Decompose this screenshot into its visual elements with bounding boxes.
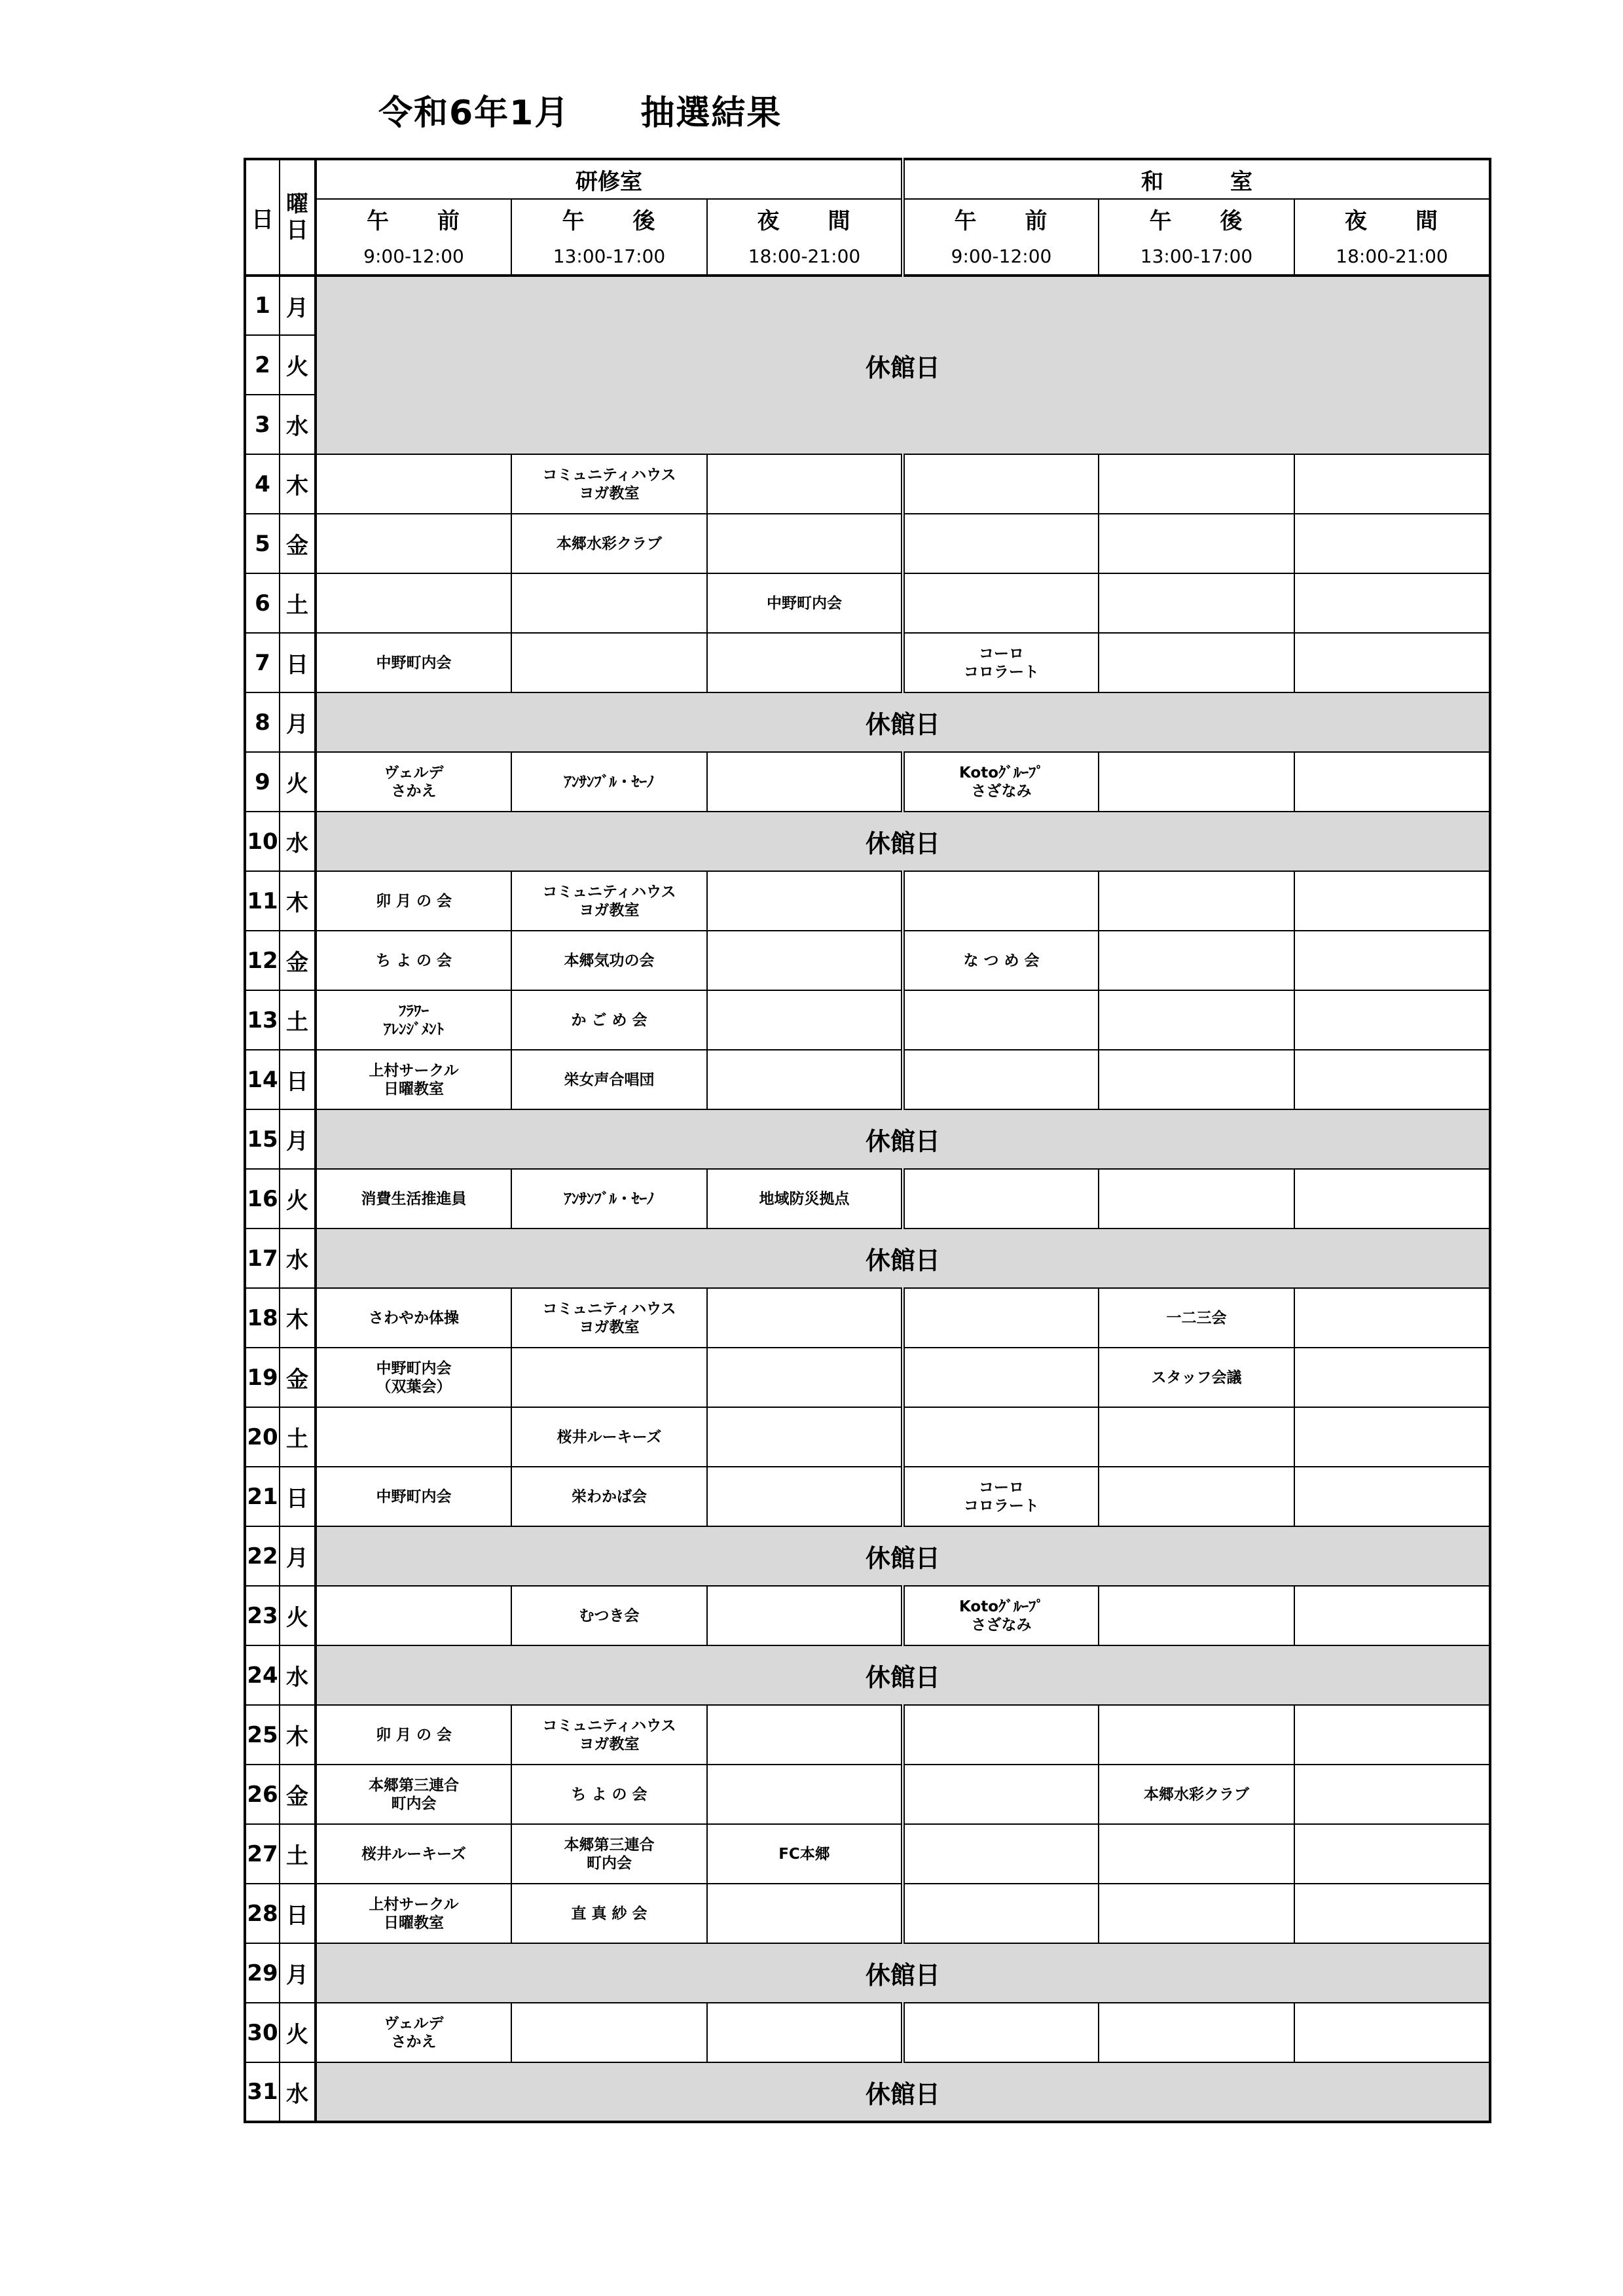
booking-cell <box>511 454 707 514</box>
booking-cell <box>316 1824 511 1884</box>
booking-cell <box>316 1288 511 1348</box>
empty-slot-cell <box>903 1884 1099 1943</box>
booking-cell <box>707 573 903 633</box>
day-number: 11 <box>245 871 280 931</box>
empty-slot-cell <box>707 752 903 812</box>
table-row <box>245 1229 1490 1288</box>
slot-time: 18:00-21:00 <box>1294 238 1490 276</box>
booking-group-name: 上村サークル <box>369 1895 459 1913</box>
weekday: 日 <box>280 1050 316 1109</box>
weekday: 日 <box>280 633 316 692</box>
slot-time: 18:00-21:00 <box>707 238 903 276</box>
day-number: 31 <box>245 2062 280 2122</box>
day-number: 17 <box>245 1229 280 1288</box>
booking-cell <box>316 752 511 812</box>
booking-cell <box>511 1407 707 1467</box>
booking-group-name: FC本郷 <box>778 1845 830 1863</box>
table-row <box>245 812 1490 871</box>
table-row <box>245 1705 1490 1765</box>
closed-day-cell: 休館日 <box>316 276 1490 454</box>
slot-header: 午 後 <box>511 199 707 238</box>
day-number: 10 <box>245 812 280 871</box>
booking-group-name: ヨガ教室 <box>579 901 640 919</box>
booking-group-name: さざなみ <box>971 1616 1032 1634</box>
room-header-japanese: 和 室 <box>903 159 1490 199</box>
booking-group-name: コミュニティハウス <box>542 1717 676 1734</box>
table-row <box>245 1407 1490 1467</box>
empty-slot-cell <box>707 931 903 990</box>
booking-cell <box>1099 1348 1294 1407</box>
empty-slot-cell <box>1099 1467 1294 1526</box>
closed-day-cell: 休館日 <box>316 812 1490 871</box>
booking-group-name: コーロ <box>979 645 1024 662</box>
empty-slot-cell <box>1294 1348 1490 1407</box>
booking-cell <box>316 1765 511 1824</box>
empty-slot-cell <box>707 1050 903 1109</box>
day-number: 4 <box>245 454 280 514</box>
booking-group-name: Kotoｸﾞﾙｰﾌﾟ <box>958 1598 1044 1615</box>
booking-group-name: 本郷水彩クラブ <box>556 535 662 552</box>
empty-slot-cell <box>707 1765 903 1824</box>
booking-group-name: 町内会 <box>391 1795 437 1812</box>
empty-slot-cell <box>1294 1765 1490 1824</box>
weekday: 水 <box>280 812 316 871</box>
table-row <box>245 2062 1490 2122</box>
closed-day-cell: 休館日 <box>316 692 1490 752</box>
booking-group-name: 中野町内会 <box>767 594 842 612</box>
empty-slot-cell <box>1099 1407 1294 1467</box>
empty-slot-cell <box>707 514 903 573</box>
table-row <box>245 633 1490 692</box>
closed-day-cell: 休館日 <box>316 1109 1490 1169</box>
empty-slot-cell <box>1294 454 1490 514</box>
empty-slot-cell <box>707 1348 903 1407</box>
table-row <box>245 931 1490 990</box>
slot-header: 午 前 <box>903 199 1099 238</box>
booking-group-name: コミュニティハウス <box>542 883 676 901</box>
weekday: 水 <box>280 395 316 454</box>
empty-slot-cell <box>1294 633 1490 692</box>
slot-header: 午 後 <box>1099 199 1294 238</box>
schedule-body <box>245 276 1490 2122</box>
empty-slot-cell <box>1099 1824 1294 1884</box>
weekday: 土 <box>280 990 316 1050</box>
empty-slot-cell <box>511 633 707 692</box>
day-column-header: 日 <box>245 159 280 276</box>
lottery-results-table <box>244 158 1491 2123</box>
booking-cell <box>316 633 511 692</box>
day-number: 15 <box>245 1109 280 1169</box>
empty-slot-cell <box>707 1586 903 1645</box>
booking-group-name: Kotoｸﾞﾙｰﾌﾟ <box>958 764 1044 781</box>
empty-slot-cell <box>316 573 511 633</box>
booking-cell <box>316 871 511 931</box>
booking-group-name: か ご め 会 <box>571 1011 647 1029</box>
empty-slot-cell <box>1099 931 1294 990</box>
booking-cell <box>707 1824 903 1884</box>
empty-slot-cell <box>1294 514 1490 573</box>
empty-slot-cell <box>1294 871 1490 931</box>
empty-slot-cell <box>707 1705 903 1765</box>
slot-time: 13:00-17:00 <box>511 238 707 276</box>
empty-slot-cell <box>903 1824 1099 1884</box>
slot-header: 午 前 <box>316 199 511 238</box>
empty-slot-cell <box>1294 1467 1490 1526</box>
empty-slot-cell <box>511 573 707 633</box>
table-row <box>245 573 1490 633</box>
booking-cell <box>511 1169 707 1229</box>
booking-cell <box>903 1586 1099 1645</box>
room-header-training: 研修室 <box>316 159 903 199</box>
day-number: 8 <box>245 692 280 752</box>
booking-group-name: 栄女声合唱団 <box>564 1071 655 1088</box>
booking-cell <box>316 1169 511 1229</box>
empty-slot-cell <box>1294 1705 1490 1765</box>
empty-slot-cell <box>903 1050 1099 1109</box>
empty-slot-cell <box>707 871 903 931</box>
empty-slot-cell <box>903 1169 1099 1229</box>
booking-cell <box>511 1288 707 1348</box>
day-number: 13 <box>245 990 280 1050</box>
table-row <box>245 1884 1490 1943</box>
slot-time: 9:00-12:00 <box>316 238 511 276</box>
day-number: 12 <box>245 931 280 990</box>
booking-group-name: 消費生活推進員 <box>361 1190 467 1208</box>
day-number: 3 <box>245 395 280 454</box>
booking-group-name: 町内会 <box>587 1854 632 1872</box>
booking-group-name: さざなみ <box>971 782 1032 800</box>
empty-slot-cell <box>1099 573 1294 633</box>
empty-slot-cell <box>707 1407 903 1467</box>
booking-cell <box>511 1824 707 1884</box>
booking-group-name: 卯 月 の 会 <box>375 1726 452 1744</box>
booking-cell <box>511 1586 707 1645</box>
table-row <box>245 990 1490 1050</box>
empty-slot-cell <box>707 633 903 692</box>
booking-cell <box>316 1348 511 1407</box>
weekday: 木 <box>280 454 316 514</box>
weekday-column-header <box>280 159 316 276</box>
booking-group-name: スタッフ会議 <box>1151 1369 1242 1386</box>
weekday: 月 <box>280 692 316 752</box>
weekday-column-header-text: 曜日 <box>286 191 308 243</box>
weekday: 火 <box>280 1586 316 1645</box>
weekday: 火 <box>280 1169 316 1229</box>
empty-slot-cell <box>1099 1705 1294 1765</box>
booking-cell <box>903 1467 1099 1526</box>
slot-time: 9:00-12:00 <box>903 238 1099 276</box>
empty-slot-cell <box>903 514 1099 573</box>
empty-slot-cell <box>1099 1050 1294 1109</box>
day-number: 21 <box>245 1467 280 1526</box>
slot-header: 夜 間 <box>707 199 903 238</box>
day-number: 14 <box>245 1050 280 1109</box>
table-row <box>245 1645 1490 1705</box>
booking-cell <box>511 1467 707 1526</box>
weekday: 日 <box>280 1467 316 1526</box>
empty-slot-cell <box>707 454 903 514</box>
table-row <box>245 1526 1490 1586</box>
weekday: 水 <box>280 1645 316 1705</box>
booking-cell <box>1099 1288 1294 1348</box>
empty-slot-cell <box>707 1884 903 1943</box>
empty-slot-cell <box>707 1467 903 1526</box>
booking-cell <box>316 1467 511 1526</box>
booking-cell <box>511 1765 707 1824</box>
booking-group-name: 本郷気功の会 <box>564 952 655 969</box>
weekday: 木 <box>280 1288 316 1348</box>
day-number: 25 <box>245 1705 280 1765</box>
booking-cell <box>316 1884 511 1943</box>
booking-group-name: 地域防災拠点 <box>759 1190 850 1208</box>
booking-cell <box>903 931 1099 990</box>
closed-day-cell: 休館日 <box>316 1645 1490 1705</box>
empty-slot-cell <box>1294 1884 1490 1943</box>
booking-group-name: コーロ <box>979 1479 1024 1496</box>
empty-slot-cell <box>1099 514 1294 573</box>
booking-cell <box>903 752 1099 812</box>
booking-group-name: ｱﾚﾝｼﾞﾒﾝﾄ <box>384 1020 444 1038</box>
day-number: 2 <box>245 335 280 395</box>
empty-slot-cell <box>903 990 1099 1050</box>
day-number: 23 <box>245 1586 280 1645</box>
day-number: 22 <box>245 1526 280 1586</box>
empty-slot-cell <box>1099 1169 1294 1229</box>
booking-group-name: コロラート <box>964 1497 1039 1515</box>
day-number: 24 <box>245 1645 280 1705</box>
day-number: 1 <box>245 276 280 335</box>
booking-group-name: ち よ の 会 <box>571 1785 647 1803</box>
weekday: 金 <box>280 1765 316 1824</box>
table-row <box>245 1824 1490 1884</box>
empty-slot-cell <box>903 871 1099 931</box>
empty-slot-cell <box>1294 752 1490 812</box>
empty-slot-cell <box>1294 1586 1490 1645</box>
day-number: 16 <box>245 1169 280 1229</box>
booking-cell <box>316 2003 511 2062</box>
booking-group-name: ヨガ教室 <box>579 1735 640 1753</box>
booking-group-name: ヨガ教室 <box>579 1318 640 1336</box>
booking-group-name: 一二三会 <box>1166 1309 1227 1327</box>
weekday: 木 <box>280 1705 316 1765</box>
booking-group-name: ヴェルデ <box>384 2015 444 2032</box>
booking-group-name: むつき会 <box>579 1607 640 1624</box>
empty-slot-cell <box>511 2003 707 2062</box>
booking-group-name: 桜井ルーキーズ <box>361 1845 466 1863</box>
booking-cell <box>511 514 707 573</box>
booking-group-name: 桜井ルーキーズ <box>556 1428 662 1446</box>
booking-group-name: 中野町内会 <box>376 1359 452 1377</box>
day-number: 29 <box>245 1943 280 2003</box>
empty-slot-cell <box>1099 633 1294 692</box>
booking-cell <box>316 1705 511 1765</box>
weekday: 火 <box>280 335 316 395</box>
empty-slot-cell <box>1294 931 1490 990</box>
day-number: 5 <box>245 514 280 573</box>
weekday: 水 <box>280 2062 316 2122</box>
day-number: 18 <box>245 1288 280 1348</box>
empty-slot-cell <box>316 1586 511 1645</box>
empty-slot-cell <box>1099 1884 1294 1943</box>
day-number: 28 <box>245 1884 280 1943</box>
booking-group-name: コミュニティハウス <box>542 466 676 484</box>
booking-cell <box>316 931 511 990</box>
empty-slot-cell <box>1294 1050 1490 1109</box>
booking-cell <box>511 871 707 931</box>
booking-group-name: さわやか体操 <box>369 1309 459 1327</box>
booking-group-name: 上村サークル <box>369 1062 459 1079</box>
booking-group-name: ﾌﾗﾜｰ <box>399 1002 429 1020</box>
empty-slot-cell <box>1294 1407 1490 1467</box>
table-row <box>245 692 1490 752</box>
booking-cell <box>903 633 1099 692</box>
empty-slot-cell <box>1099 2003 1294 2062</box>
booking-group-name: ｱﾝｻﾝﾌﾞﾙ・ｾｰﾉ <box>564 773 655 791</box>
day-number: 9 <box>245 752 280 812</box>
day-number: 30 <box>245 2003 280 2062</box>
empty-slot-cell <box>903 2003 1099 2062</box>
closed-day-cell: 休館日 <box>316 1229 1490 1288</box>
weekday: 火 <box>280 2003 316 2062</box>
booking-group-name: さかえ <box>391 2033 437 2051</box>
weekday: 土 <box>280 573 316 633</box>
closed-day-cell: 休館日 <box>316 1526 1490 1586</box>
booking-group-name: 直 真 紗 会 <box>571 1905 647 1922</box>
weekday: 土 <box>280 1407 316 1467</box>
weekday: 日 <box>280 1884 316 1943</box>
empty-slot-cell <box>316 1407 511 1467</box>
booking-group-name: ヴェルデ <box>384 764 444 781</box>
booking-group-name: 日曜教室 <box>384 1914 444 1931</box>
empty-slot-cell <box>316 514 511 573</box>
day-number: 6 <box>245 573 280 633</box>
booking-cell <box>511 990 707 1050</box>
weekday: 月 <box>280 1943 316 2003</box>
weekday: 水 <box>280 1229 316 1288</box>
table-row <box>245 1943 1490 2003</box>
weekday: 金 <box>280 931 316 990</box>
day-number: 20 <box>245 1407 280 1467</box>
empty-slot-cell <box>1294 1288 1490 1348</box>
booking-group-name: 卯 月 の 会 <box>375 892 452 910</box>
table-row <box>245 514 1490 573</box>
page-title: 令和6年1月 抽選結果 <box>378 94 782 133</box>
closed-day-cell: 休館日 <box>316 1943 1490 2003</box>
empty-slot-cell <box>903 1348 1099 1407</box>
booking-group-name: 日曜教室 <box>384 1080 444 1098</box>
slot-header: 夜 間 <box>1294 199 1490 238</box>
empty-slot-cell <box>1294 1824 1490 1884</box>
booking-group-name: 本郷第三連合 <box>564 1836 655 1854</box>
empty-slot-cell <box>903 1288 1099 1348</box>
table-row <box>245 752 1490 812</box>
booking-group-name: 中野町内会 <box>376 1488 452 1505</box>
table-row <box>245 1109 1490 1169</box>
empty-slot-cell <box>1294 1169 1490 1229</box>
weekday: 月 <box>280 1526 316 1586</box>
table-row <box>245 276 1490 335</box>
empty-slot-cell <box>707 990 903 1050</box>
booking-cell <box>511 752 707 812</box>
empty-slot-cell <box>1099 1586 1294 1645</box>
table-row <box>245 454 1490 514</box>
weekday: 金 <box>280 1348 316 1407</box>
table-row <box>245 1348 1490 1407</box>
empty-slot-cell <box>1099 871 1294 931</box>
booking-group-name: ち よ の 会 <box>375 952 452 969</box>
booking-cell <box>511 1705 707 1765</box>
booking-group-name: 本郷水彩クラブ <box>1144 1785 1249 1803</box>
empty-slot-cell <box>1099 454 1294 514</box>
empty-slot-cell <box>1294 2003 1490 2062</box>
weekday: 月 <box>280 1109 316 1169</box>
day-number: 7 <box>245 633 280 692</box>
day-number: 26 <box>245 1765 280 1824</box>
weekday: 金 <box>280 514 316 573</box>
day-number: 27 <box>245 1824 280 1884</box>
empty-slot-cell <box>1099 990 1294 1050</box>
booking-group-name: な つ め 会 <box>963 952 1040 969</box>
booking-cell <box>511 1884 707 1943</box>
booking-group-name: コロラート <box>964 663 1039 681</box>
table-row <box>245 1467 1490 1526</box>
booking-group-name: 中野町内会 <box>376 654 452 672</box>
empty-slot-cell <box>316 454 511 514</box>
booking-cell <box>316 990 511 1050</box>
empty-slot-cell <box>1294 573 1490 633</box>
booking-cell <box>511 1050 707 1109</box>
empty-slot-cell <box>1294 990 1490 1050</box>
empty-slot-cell <box>903 1765 1099 1824</box>
table-row <box>245 1586 1490 1645</box>
booking-group-name: ヨガ教室 <box>579 484 640 502</box>
empty-slot-cell <box>903 573 1099 633</box>
empty-slot-cell <box>707 2003 903 2062</box>
weekday: 月 <box>280 276 316 335</box>
booking-cell <box>511 931 707 990</box>
empty-slot-cell <box>903 454 1099 514</box>
weekday: 木 <box>280 871 316 931</box>
weekday: 土 <box>280 1824 316 1884</box>
booking-cell <box>707 1169 903 1229</box>
table-row <box>245 871 1490 931</box>
weekday: 火 <box>280 752 316 812</box>
booking-group-name: （双葉会） <box>376 1378 452 1395</box>
booking-cell <box>1099 1765 1294 1824</box>
slot-time: 13:00-17:00 <box>1099 238 1294 276</box>
empty-slot-cell <box>707 1288 903 1348</box>
booking-group-name: 栄わかば会 <box>572 1488 647 1505</box>
closed-day-cell: 休館日 <box>316 2062 1490 2122</box>
table-row <box>245 1765 1490 1824</box>
day-number: 19 <box>245 1348 280 1407</box>
empty-slot-cell <box>1099 752 1294 812</box>
booking-group-name: さかえ <box>391 782 437 800</box>
empty-slot-cell <box>511 1348 707 1407</box>
empty-slot-cell <box>903 1407 1099 1467</box>
booking-group-name: 本郷第三連合 <box>369 1776 459 1794</box>
booking-group-name: コミュニティハウス <box>542 1300 676 1318</box>
empty-slot-cell <box>903 1705 1099 1765</box>
table-row <box>245 1050 1490 1109</box>
booking-group-name: ｱﾝｻﾝﾌﾞﾙ・ｾｰﾉ <box>564 1190 655 1208</box>
booking-cell <box>316 1050 511 1109</box>
table-row <box>245 2003 1490 2062</box>
table-row <box>245 1288 1490 1348</box>
table-row <box>245 1169 1490 1229</box>
